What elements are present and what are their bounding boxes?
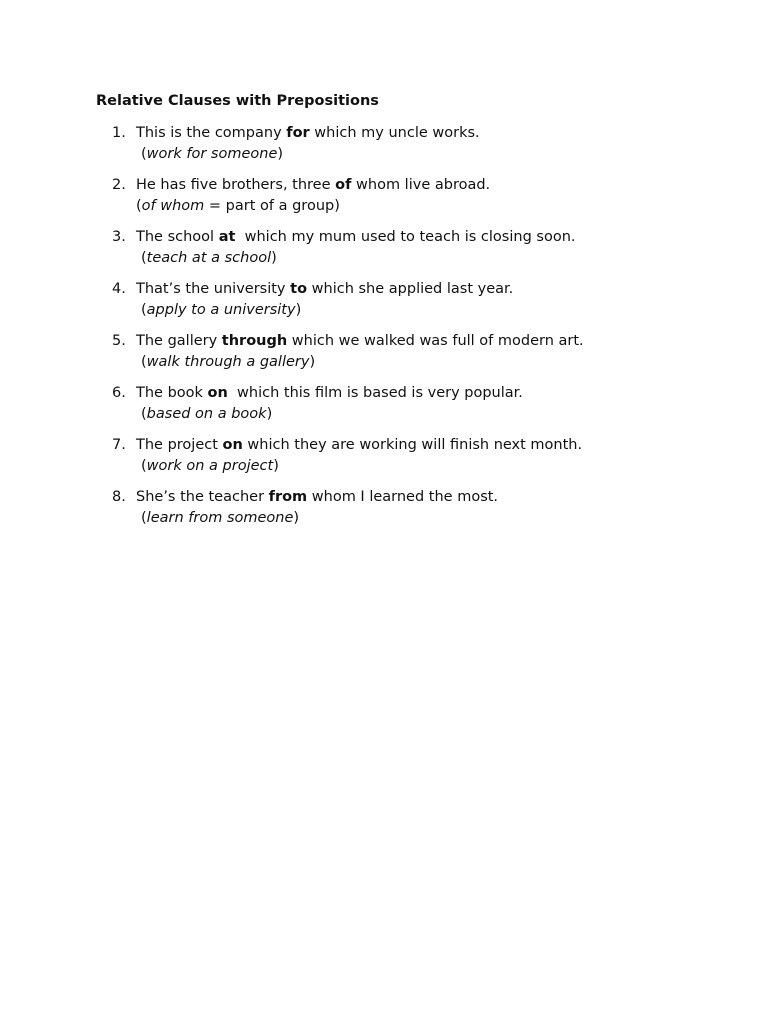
sentence-end: which we walked was full of modern art. [287,333,584,349]
note-open: ( [141,250,147,266]
item-number: 3. [112,229,126,245]
sentence-end: which they are working will finish next month. [242,437,583,453]
usage-note [136,508,716,529]
note-phrase: walk through a gallery [146,354,310,370]
list-item [96,279,716,321]
sentence-end: whom I learned the most. [307,489,499,505]
example-sentence [136,435,716,456]
sentence-start: He has five brothers, three [136,177,336,193]
item-number: 8. [112,489,126,505]
usage-note [136,352,716,373]
note-open: ( [141,510,147,526]
usage-note [136,248,716,269]
preposition: at [218,229,236,245]
note-open: ( [136,198,142,214]
note-rest: ) [293,510,300,526]
preposition: of [335,177,352,193]
note-rest: ) [309,354,316,370]
note-open: ( [141,406,147,422]
item-number: 1. [112,125,126,141]
sentence-start: The book [136,385,208,401]
note-open: ( [141,146,147,162]
preposition: on [207,385,228,401]
list-item [96,487,716,529]
note-rest: ) [271,250,277,266]
list-item [96,227,716,269]
document-title: Relative Clauses with Prepositions [96,93,379,109]
note-rest: ) [266,406,273,422]
usage-note [136,144,716,165]
note-phrase: teach at a school [146,250,272,266]
list-item [96,123,716,165]
note-phrase: based on a book [146,406,267,422]
item-number: 2. [112,177,126,193]
example-sentence [136,279,716,300]
sentence-start: The school [136,229,219,245]
list-item [96,435,716,477]
note-rest: ) [277,146,284,162]
sentence-end: which this film is based is very popular. [227,385,523,401]
sentence-end: which my uncle works. [309,125,480,141]
note-rest: = part of a group) [204,198,340,214]
example-list [96,123,716,529]
sentence-start: She’s the teacher [136,489,269,505]
preposition: for [286,125,310,141]
item-number: 5. [112,333,126,349]
sentence-start: The gallery [136,333,222,349]
preposition: through [221,333,288,349]
example-sentence [136,487,716,508]
example-sentence [136,123,716,144]
usage-note [136,300,716,321]
usage-note [136,196,716,217]
preposition: on [222,437,243,453]
note-rest: ) [295,302,302,318]
item-number: 4. [112,281,126,297]
note-phrase: apply to a university [146,302,296,318]
item-number: 6. [112,385,126,401]
example-sentence [136,383,716,404]
list-item [96,175,716,217]
sentence-start: That’s the university [136,281,291,297]
item-number: 7. [112,437,126,453]
note-open: ( [141,354,147,370]
note-phrase: of whom [141,198,205,214]
sentence-end: which my mum used to teach is closing soon. [235,229,576,245]
note-rest: ) [273,458,279,474]
preposition: from [268,489,308,505]
note-open: ( [141,458,147,474]
example-sentence [136,331,716,352]
usage-note [136,404,716,425]
note-open: ( [141,302,147,318]
example-sentence [136,227,716,248]
sentence-end: whom live abroad. [351,177,491,193]
sentence-start: This is the company [136,125,287,141]
note-phrase: work for someone [146,146,278,162]
note-phrase: work on a project [146,458,274,474]
sentence-end: which she applied last year. [307,281,514,297]
example-sentence [136,175,716,196]
preposition: to [290,281,308,297]
sentence-start: The project [136,437,223,453]
document-page [96,92,716,539]
list-item [96,383,716,425]
note-phrase: learn from someone [146,510,294,526]
list-item [96,331,716,373]
usage-note [136,456,716,477]
